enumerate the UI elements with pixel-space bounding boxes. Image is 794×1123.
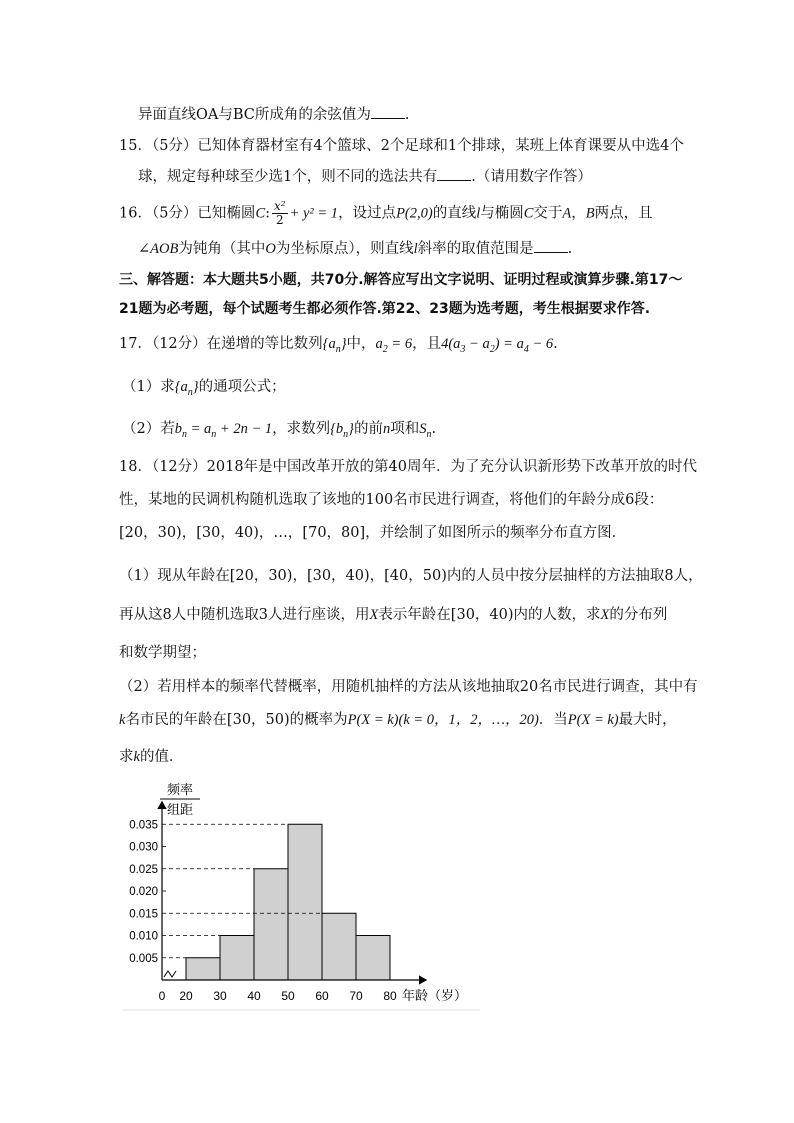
histogram-bar bbox=[322, 913, 356, 980]
histogram-bar bbox=[288, 824, 322, 980]
x-tick-label: 60 bbox=[315, 989, 329, 1003]
q17-eq-sub3: 3 bbox=[460, 343, 466, 355]
q17-seq-a: {a bbox=[322, 336, 336, 352]
axis-break-mark bbox=[164, 971, 176, 977]
q18-1-c: 表示年龄在[30，40)内的人数，求 bbox=[378, 607, 601, 623]
y-tick-label: 0.030 bbox=[129, 841, 158, 854]
y-tick-label: 0.025 bbox=[129, 863, 158, 876]
q18-part1-line2 bbox=[119, 605, 667, 625]
q17-part2 bbox=[122, 419, 436, 445]
q16-o: O bbox=[265, 241, 276, 257]
q17-2-c: = a bbox=[186, 421, 212, 437]
q18-1-a: 再从这8人中随机选取3人进行座谈，用 bbox=[119, 607, 370, 623]
q17-2-eq bbox=[174, 421, 273, 440]
q16-l2: l bbox=[413, 241, 418, 257]
y-axis-label-bottom: 组距 bbox=[166, 803, 194, 818]
q18-2-line3-c: 的值． bbox=[139, 749, 184, 765]
q18-part2-line3 bbox=[119, 747, 183, 767]
x-tick-label: 80 bbox=[383, 989, 397, 1003]
q16-colon: : bbox=[265, 205, 270, 222]
q18-part2-line2 bbox=[119, 710, 677, 730]
histogram-bar bbox=[220, 936, 254, 981]
q16-a: A bbox=[562, 205, 572, 222]
q16-text-o: 两点，且 bbox=[594, 205, 653, 222]
q18-part1-line3: 和数学期望； bbox=[119, 645, 206, 661]
q17-end: . bbox=[553, 336, 558, 352]
q16-text-i: 与椭圆 bbox=[480, 205, 524, 222]
q17-1-seq bbox=[174, 379, 199, 398]
q17-text-a: 17．（12分）在递增的等比数列 bbox=[119, 336, 323, 352]
q17-seq bbox=[322, 336, 347, 355]
q17-text-g: ，且 bbox=[412, 336, 442, 352]
q14-end: . bbox=[404, 107, 410, 123]
q17-2-s-sub: n bbox=[426, 428, 432, 440]
q17-2-sn bbox=[419, 421, 432, 440]
q17-2-a: （2）若 bbox=[122, 421, 175, 437]
q17-2-b: b bbox=[174, 421, 182, 437]
q18-part1-line1: （1）现从年龄在[20，30)，[30，40)，[40，50)内的人员中按分层抽样的方法抽取8人， bbox=[119, 568, 703, 584]
q16-text-k: 交于 bbox=[533, 205, 563, 222]
q16-comma: ， bbox=[571, 205, 586, 222]
y-tick-label: 0.010 bbox=[129, 930, 158, 943]
histogram-bar bbox=[254, 869, 288, 980]
q17-part1 bbox=[122, 377, 286, 403]
q17-2-e: ，求数列 bbox=[272, 421, 331, 437]
section3-line2: 21题为必考题，每个试题考生都必须作答.第22、23题为选考题，考生根据要求作答. bbox=[119, 301, 651, 317]
histogram-bar bbox=[356, 936, 390, 981]
q18-line2: 性，某地的民调机构随机选取了该地的100名市民进行调查，将他们的年龄分成6段： bbox=[119, 492, 664, 508]
q17-eq-sub2: 2 bbox=[489, 343, 495, 355]
q16-text-e: ，设过点 bbox=[338, 205, 397, 222]
q16-point: P(2,0) bbox=[396, 205, 433, 222]
frac-num: x² bbox=[274, 199, 286, 213]
q16-line2-end: . bbox=[567, 241, 573, 257]
q17-a2-a: a bbox=[375, 336, 383, 352]
y-tick-label: 0.035 bbox=[129, 819, 158, 832]
q18-2-f: 最大时， bbox=[618, 712, 677, 728]
q16-text-a: 16．（5分）已知椭圆 bbox=[119, 205, 256, 222]
q15-line2 bbox=[138, 166, 592, 187]
q17-1-a: （1）求 bbox=[122, 379, 175, 395]
q15-line1: 15．（5分）已知体育器材室有4个篮球、2个足球和1个排球，某班上体育课要从中选4个 bbox=[119, 138, 684, 154]
x-tick-label: 20 bbox=[179, 989, 193, 1003]
q17-2-f-sub: n bbox=[343, 428, 349, 440]
q17-seq-close: } bbox=[340, 336, 347, 352]
q17-2-s: S bbox=[419, 421, 427, 437]
q18-2-prob2: P(X = k) bbox=[567, 712, 619, 728]
q17-eq bbox=[441, 336, 554, 355]
q16-eq: + y² = 1 bbox=[289, 205, 339, 222]
q18-2-line3-a: 求 bbox=[119, 749, 134, 765]
q18-2-k: k bbox=[119, 712, 126, 728]
q17-text-d: 中， bbox=[346, 336, 376, 352]
y-tick-label: 0.020 bbox=[129, 886, 158, 898]
answer-blank bbox=[371, 104, 405, 119]
frac-den: 2 bbox=[275, 213, 284, 227]
q18-line1: 18．（12分）2018年是中国改革开放的第40周年．为了充分认识新形势下改革开放的时代 bbox=[119, 459, 698, 475]
q17-a2-sub: 2 bbox=[382, 343, 388, 355]
x-axis-label: 年龄（岁） bbox=[402, 989, 468, 1004]
q17-eq-sub4: 4 bbox=[523, 343, 529, 355]
q17-eq-j: ) = a bbox=[494, 336, 524, 352]
q17-1-seq-close: } bbox=[192, 379, 199, 395]
q16-c2: C bbox=[523, 205, 534, 222]
q17-2-j: 项和 bbox=[390, 421, 420, 437]
y-axis-label-top: 频率 bbox=[166, 783, 194, 798]
q18-part2-line1: （2）若用样本的频率代替概率，用随机抽样的方法从该地抽取20名市民进行调查，其中有 bbox=[119, 679, 698, 695]
q18-line3: [20，30)，[30，40)，…，[70，80]，并绘制了如图所示的频率分布直方图． bbox=[119, 525, 627, 541]
q18-1-x: X bbox=[369, 607, 379, 623]
q17-2-n: n bbox=[382, 421, 391, 437]
q17-2-g: } bbox=[348, 421, 354, 437]
q14-tail bbox=[138, 104, 410, 125]
q17-eq-h: 4(a bbox=[441, 336, 461, 352]
x-tick-label: 50 bbox=[281, 989, 295, 1003]
q16-text-g: 的直线 bbox=[432, 205, 477, 222]
q15-text-b: .（请用数字作答） bbox=[471, 169, 592, 185]
q18-2-prob: P(X = k)(k = 0，1，2，…，20) bbox=[347, 712, 539, 728]
histogram-chart bbox=[120, 780, 490, 1015]
q17-1-d: 的通项公式； bbox=[198, 379, 286, 395]
q16-b: B bbox=[585, 205, 595, 222]
q17-a2 bbox=[375, 336, 413, 355]
x-tick-label: 40 bbox=[247, 989, 261, 1003]
histogram-bar bbox=[186, 958, 220, 980]
section3-line1: 三、解答题：本大题共5小题，共70分.解答应写出文字说明、证明过程或演算步骤.第17～ bbox=[119, 272, 683, 288]
q16-line2 bbox=[138, 238, 572, 259]
q18-2-b: 名市民的年龄在[30，50)的概率为 bbox=[125, 712, 348, 728]
q17-2-seq bbox=[330, 421, 354, 440]
q17-2-h: 的前 bbox=[353, 421, 383, 437]
q17-2-c-sub: n bbox=[211, 428, 217, 440]
answer-blank bbox=[534, 238, 568, 253]
q16-line2-b: 为钝角（其中 bbox=[178, 241, 266, 257]
q16-line2-d: 为坐标原点），则直线 bbox=[275, 241, 414, 257]
q18-2-k2: k bbox=[133, 749, 140, 765]
q18-1-x2: X bbox=[600, 607, 610, 623]
q18-1-e: 的分布列 bbox=[609, 607, 668, 623]
q17-a2-eq: = 6 bbox=[387, 336, 413, 352]
y-tick-label: 0.015 bbox=[129, 908, 158, 921]
q17-2-b-sub: n bbox=[181, 428, 187, 440]
q17-2-d: + 2n − 1 bbox=[216, 421, 273, 437]
x-tick-label: 30 bbox=[213, 989, 227, 1003]
x-tick-label: 70 bbox=[349, 989, 363, 1003]
q17-1-seq-a: {a bbox=[174, 379, 188, 395]
q17-eq-k: − 6 bbox=[528, 336, 554, 352]
y-tick-label: 0.005 bbox=[129, 952, 158, 965]
q16-angle: ∠AOB bbox=[138, 241, 179, 257]
q18-2-d: ．当 bbox=[538, 712, 568, 728]
q17-line bbox=[119, 334, 558, 360]
q15-text-a: 球，规定每种球至少选1个，则不同的选法共有 bbox=[138, 169, 438, 185]
q16-line2-f: 斜率的取值范围是 bbox=[417, 241, 534, 257]
x-tick-label: 0 bbox=[158, 989, 166, 1003]
q16-l: l bbox=[476, 205, 481, 222]
q16-fraction bbox=[272, 200, 288, 227]
q17-seq-sub: n bbox=[335, 343, 341, 355]
q16-line1 bbox=[119, 200, 653, 227]
q16-c: C bbox=[255, 205, 266, 222]
q17-2-end: . bbox=[431, 421, 437, 437]
q17-eq-i: − a bbox=[465, 336, 490, 352]
answer-blank bbox=[437, 166, 471, 181]
q17-1-seq-sub: n bbox=[187, 386, 193, 398]
q17-2-f: {b bbox=[330, 421, 344, 437]
q14-text: 异面直线OA与BC所成角的余弦值为 bbox=[138, 107, 371, 123]
